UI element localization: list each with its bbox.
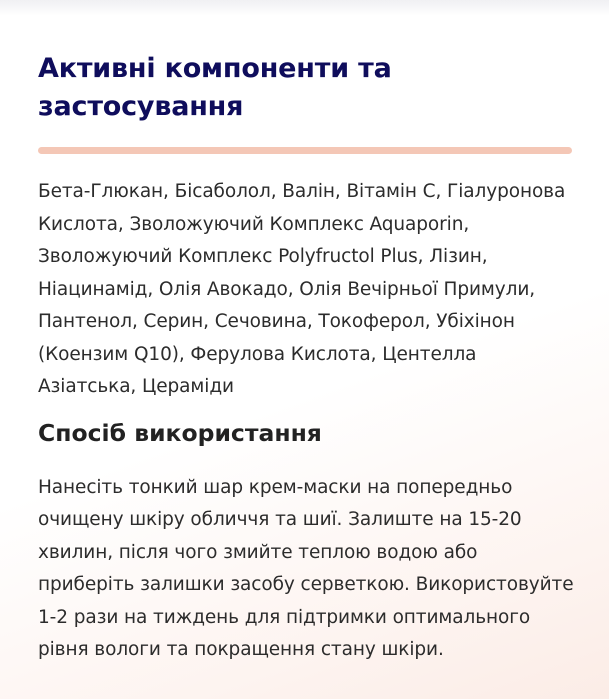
product-description [38, 50, 578, 667]
accent-divider [38, 147, 572, 154]
usage-instructions: Нанесіть тонкий шар крем-маски на попередньо очищену шкіру обличчя та шиї. Залиште на 15-20 хвилин, після чого змийте теплою водою або приберіть залишки засобу серветкою. Використовуйте 1-2 рази на тиждень для підтримки оптимального рівня вологи та покращення стану шкіри. [38, 476, 574, 660]
section-title-ingredients: Активні компоненти та застосування [38, 53, 392, 122]
section-title-usage: Спосіб використання [38, 418, 322, 447]
ingredients-list: Бета-Глюкан, Бісаболол, Валін, Вітамін С, Гіалуронова Кислота, Зволожуючий Комплекс Aquaporin, Зволожуючий Комплекс Polyfructol Plus, Лізин, Ніацинамід, Олія Авокадо, Олія Вечірньої Примули, Пантенол, Серин, Сечовина, Токоферол, Убіхінон (Коензим Q10), Ферулова Кислота, Центелла Азіатська, Цераміди [38, 181, 566, 397]
top-shadow [0, 0, 609, 16]
